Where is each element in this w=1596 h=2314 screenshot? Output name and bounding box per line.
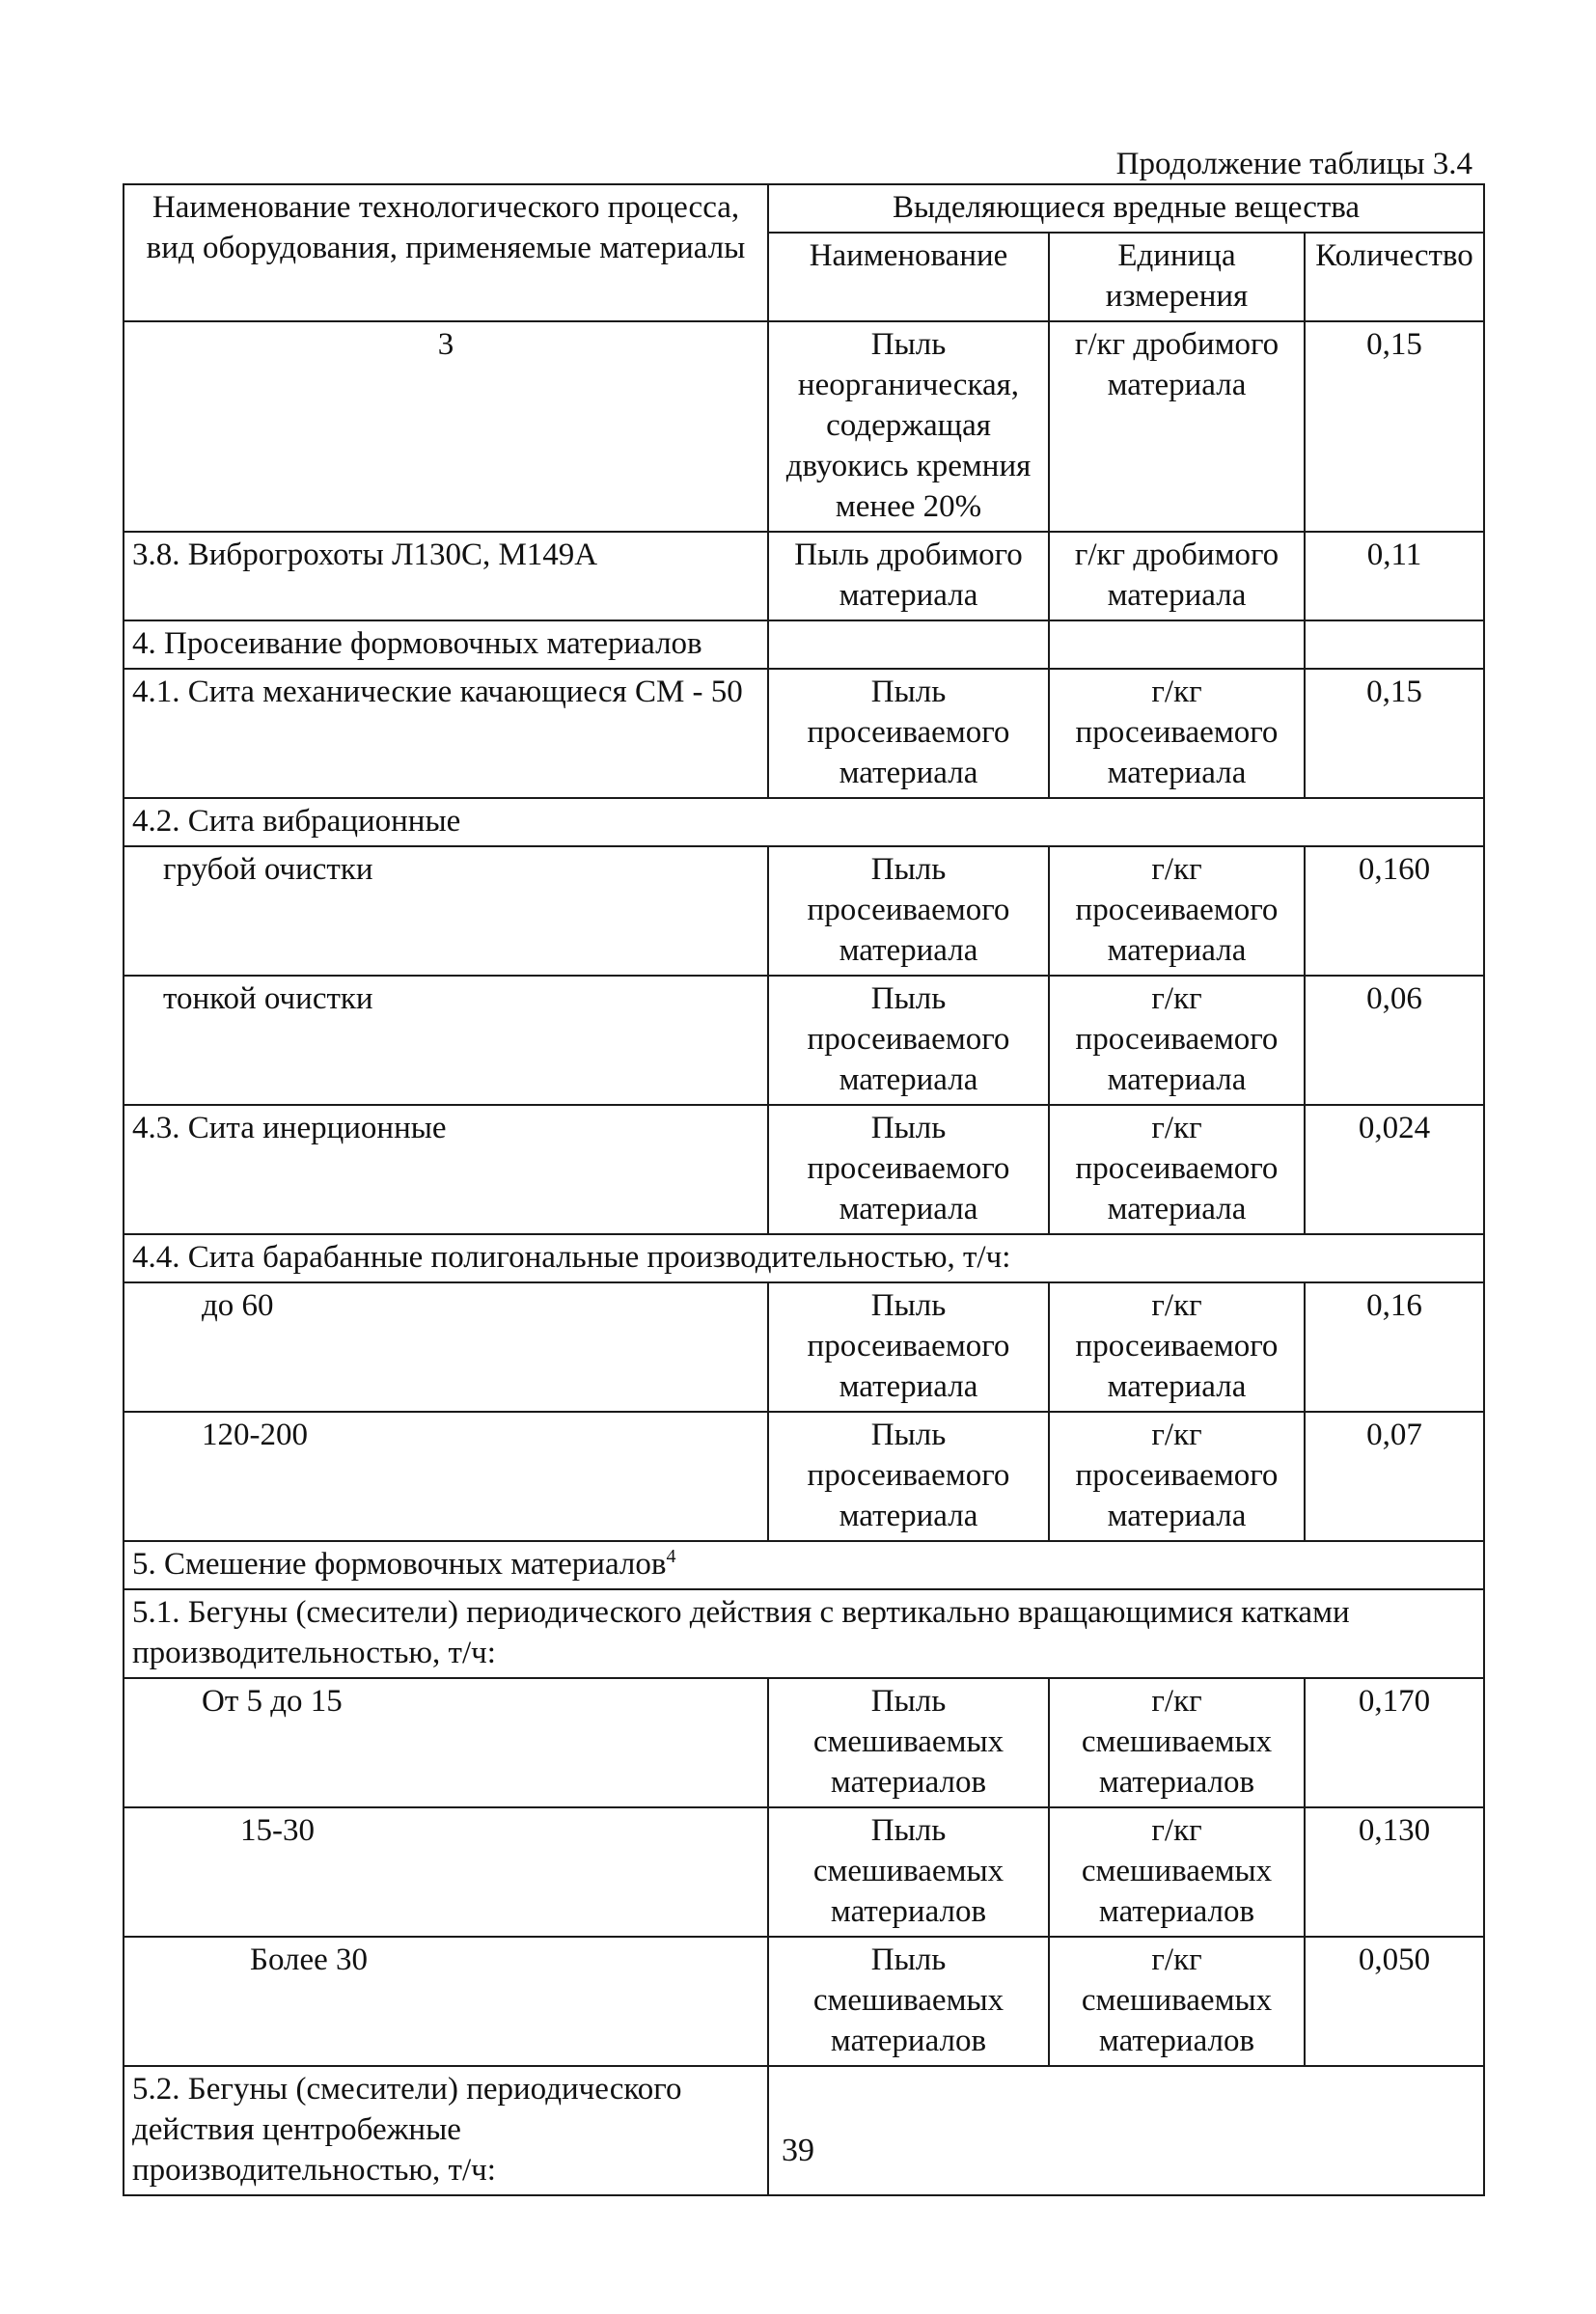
table-row xyxy=(124,1412,1484,1541)
row-quantity: 0,160 xyxy=(1305,846,1484,976)
row-quantity: 0,024 xyxy=(1305,1105,1484,1234)
row-substance: Пыль просеиваемого материала xyxy=(768,1282,1049,1412)
table-caption: Продолжение таблицы 3.4 xyxy=(1115,147,1472,181)
table-row xyxy=(124,1282,1484,1412)
table-row xyxy=(124,2066,1484,2195)
row-substance: Пыль просеиваемого материала xyxy=(768,976,1049,1105)
row-quantity: 0,07 xyxy=(1305,1412,1484,1541)
row-unit: г/кг просеиваемого материала xyxy=(1049,846,1305,976)
row-quantity: 0,06 xyxy=(1305,976,1484,1105)
row-process: 120-200 xyxy=(124,1412,768,1541)
row-quantity: 0,170 xyxy=(1305,1678,1484,1807)
row-unit: г/кг просеиваемого материала xyxy=(1049,1282,1305,1412)
row-substance: Пыль просеиваемого материала xyxy=(768,669,1049,798)
row-process: 15-30 xyxy=(124,1807,768,1937)
row-substance: Пыль неорганическая, содержащая двуокись кремния менее 20% xyxy=(768,321,1049,532)
row-process: 4.2. Сита вибрационные xyxy=(124,798,1484,846)
row-process: 4.4. Сита барабанные полигональные производительностью, т/ч: xyxy=(124,1234,1484,1282)
row-empty xyxy=(768,2066,1484,2195)
row-unit xyxy=(1049,620,1305,669)
row-quantity: 0,15 xyxy=(1305,321,1484,532)
row-process: 5.2. Бегуны (смесители) периодического действия центробежные производительностью, т/ч: xyxy=(124,2066,768,2195)
header-unit: Единица измерения xyxy=(1049,233,1305,321)
row-unit: г/кг смешиваемых материалов xyxy=(1049,1678,1305,1807)
table-section-row xyxy=(124,798,1484,846)
table-row xyxy=(124,1807,1484,1937)
table-section-row xyxy=(124,1589,1484,1678)
row-process: грубой очистки xyxy=(124,846,768,976)
table-row xyxy=(124,1678,1484,1807)
row-quantity: 0,16 xyxy=(1305,1282,1484,1412)
row-unit: г/кг просеиваемого материала xyxy=(1049,1412,1305,1541)
row-process: до 60 xyxy=(124,1282,768,1412)
row-process: 3.8. Виброгрохоты Л130С, М149А xyxy=(124,532,768,620)
row-process: тонкой очистки xyxy=(124,976,768,1105)
table-row xyxy=(124,1937,1484,2066)
header-substances: Выделяющиеся вредные вещества xyxy=(768,184,1484,233)
row-process: 4.3. Сита инерционные xyxy=(124,1105,768,1234)
row-process: 4. Просеивание формовочных материалов xyxy=(124,620,768,669)
row-process: 5.1. Бегуны (смесители) периодического действия с вертикально вращающимися катками производительностью, т/ч: xyxy=(124,1589,1484,1678)
row-substance: Пыль смешиваемых материалов xyxy=(768,1678,1049,1807)
row-unit: г/кг просеиваемого материала xyxy=(1049,1105,1305,1234)
table-row xyxy=(124,321,1484,532)
page-number: 39 xyxy=(782,2133,814,2168)
row-substance: Пыль просеиваемого материала xyxy=(768,1105,1049,1234)
row-process: Более 30 xyxy=(124,1937,768,2066)
emissions-table xyxy=(123,183,1485,2196)
table-section-row xyxy=(124,1541,1484,1589)
row-substance xyxy=(768,620,1049,669)
footnote-marker: 4 xyxy=(666,1546,676,1567)
row-quantity: 0,15 xyxy=(1305,669,1484,798)
header-name: Наименование xyxy=(768,233,1049,321)
row-unit: г/кг просеиваемого материала xyxy=(1049,976,1305,1105)
row-unit: г/кг дробимого материала xyxy=(1049,321,1305,532)
row-unit: г/кг смешиваемых материалов xyxy=(1049,1937,1305,2066)
row-unit: г/кг дробимого материала xyxy=(1049,532,1305,620)
header-process: Наименование технологического процесса, вид оборудования, применяемые материалы xyxy=(124,184,768,321)
row-process-text: 5. Смешение формовочных материалов xyxy=(132,1547,667,1582)
row-unit: г/кг смешиваемых материалов xyxy=(1049,1807,1305,1937)
row-process: 3 xyxy=(124,321,768,532)
row-quantity: 0,11 xyxy=(1305,532,1484,620)
table-row xyxy=(124,976,1484,1105)
row-substance: Пыль дробимого материала xyxy=(768,532,1049,620)
row-quantity: 0,050 xyxy=(1305,1937,1484,2066)
row-process xyxy=(124,1541,1484,1589)
row-process: 4.1. Сита механические качающиеся СМ - 50 xyxy=(124,669,768,798)
header-quantity: Количество xyxy=(1305,233,1484,321)
table-section-row xyxy=(124,1234,1484,1282)
row-substance: Пыль просеиваемого материала xyxy=(768,1412,1049,1541)
row-quantity: 0,130 xyxy=(1305,1807,1484,1937)
row-quantity xyxy=(1305,620,1484,669)
row-unit: г/кг просеиваемого материала xyxy=(1049,669,1305,798)
table-row xyxy=(124,620,1484,669)
row-process: От 5 до 15 xyxy=(124,1678,768,1807)
row-substance: Пыль смешиваемых материалов xyxy=(768,1937,1049,2066)
table-row xyxy=(124,532,1484,620)
table-row xyxy=(124,846,1484,976)
table-row xyxy=(124,669,1484,798)
row-substance: Пыль смешиваемых материалов xyxy=(768,1807,1049,1937)
row-substance: Пыль просеиваемого материала xyxy=(768,846,1049,976)
table-header-row xyxy=(124,184,1484,233)
table-row xyxy=(124,1105,1484,1234)
